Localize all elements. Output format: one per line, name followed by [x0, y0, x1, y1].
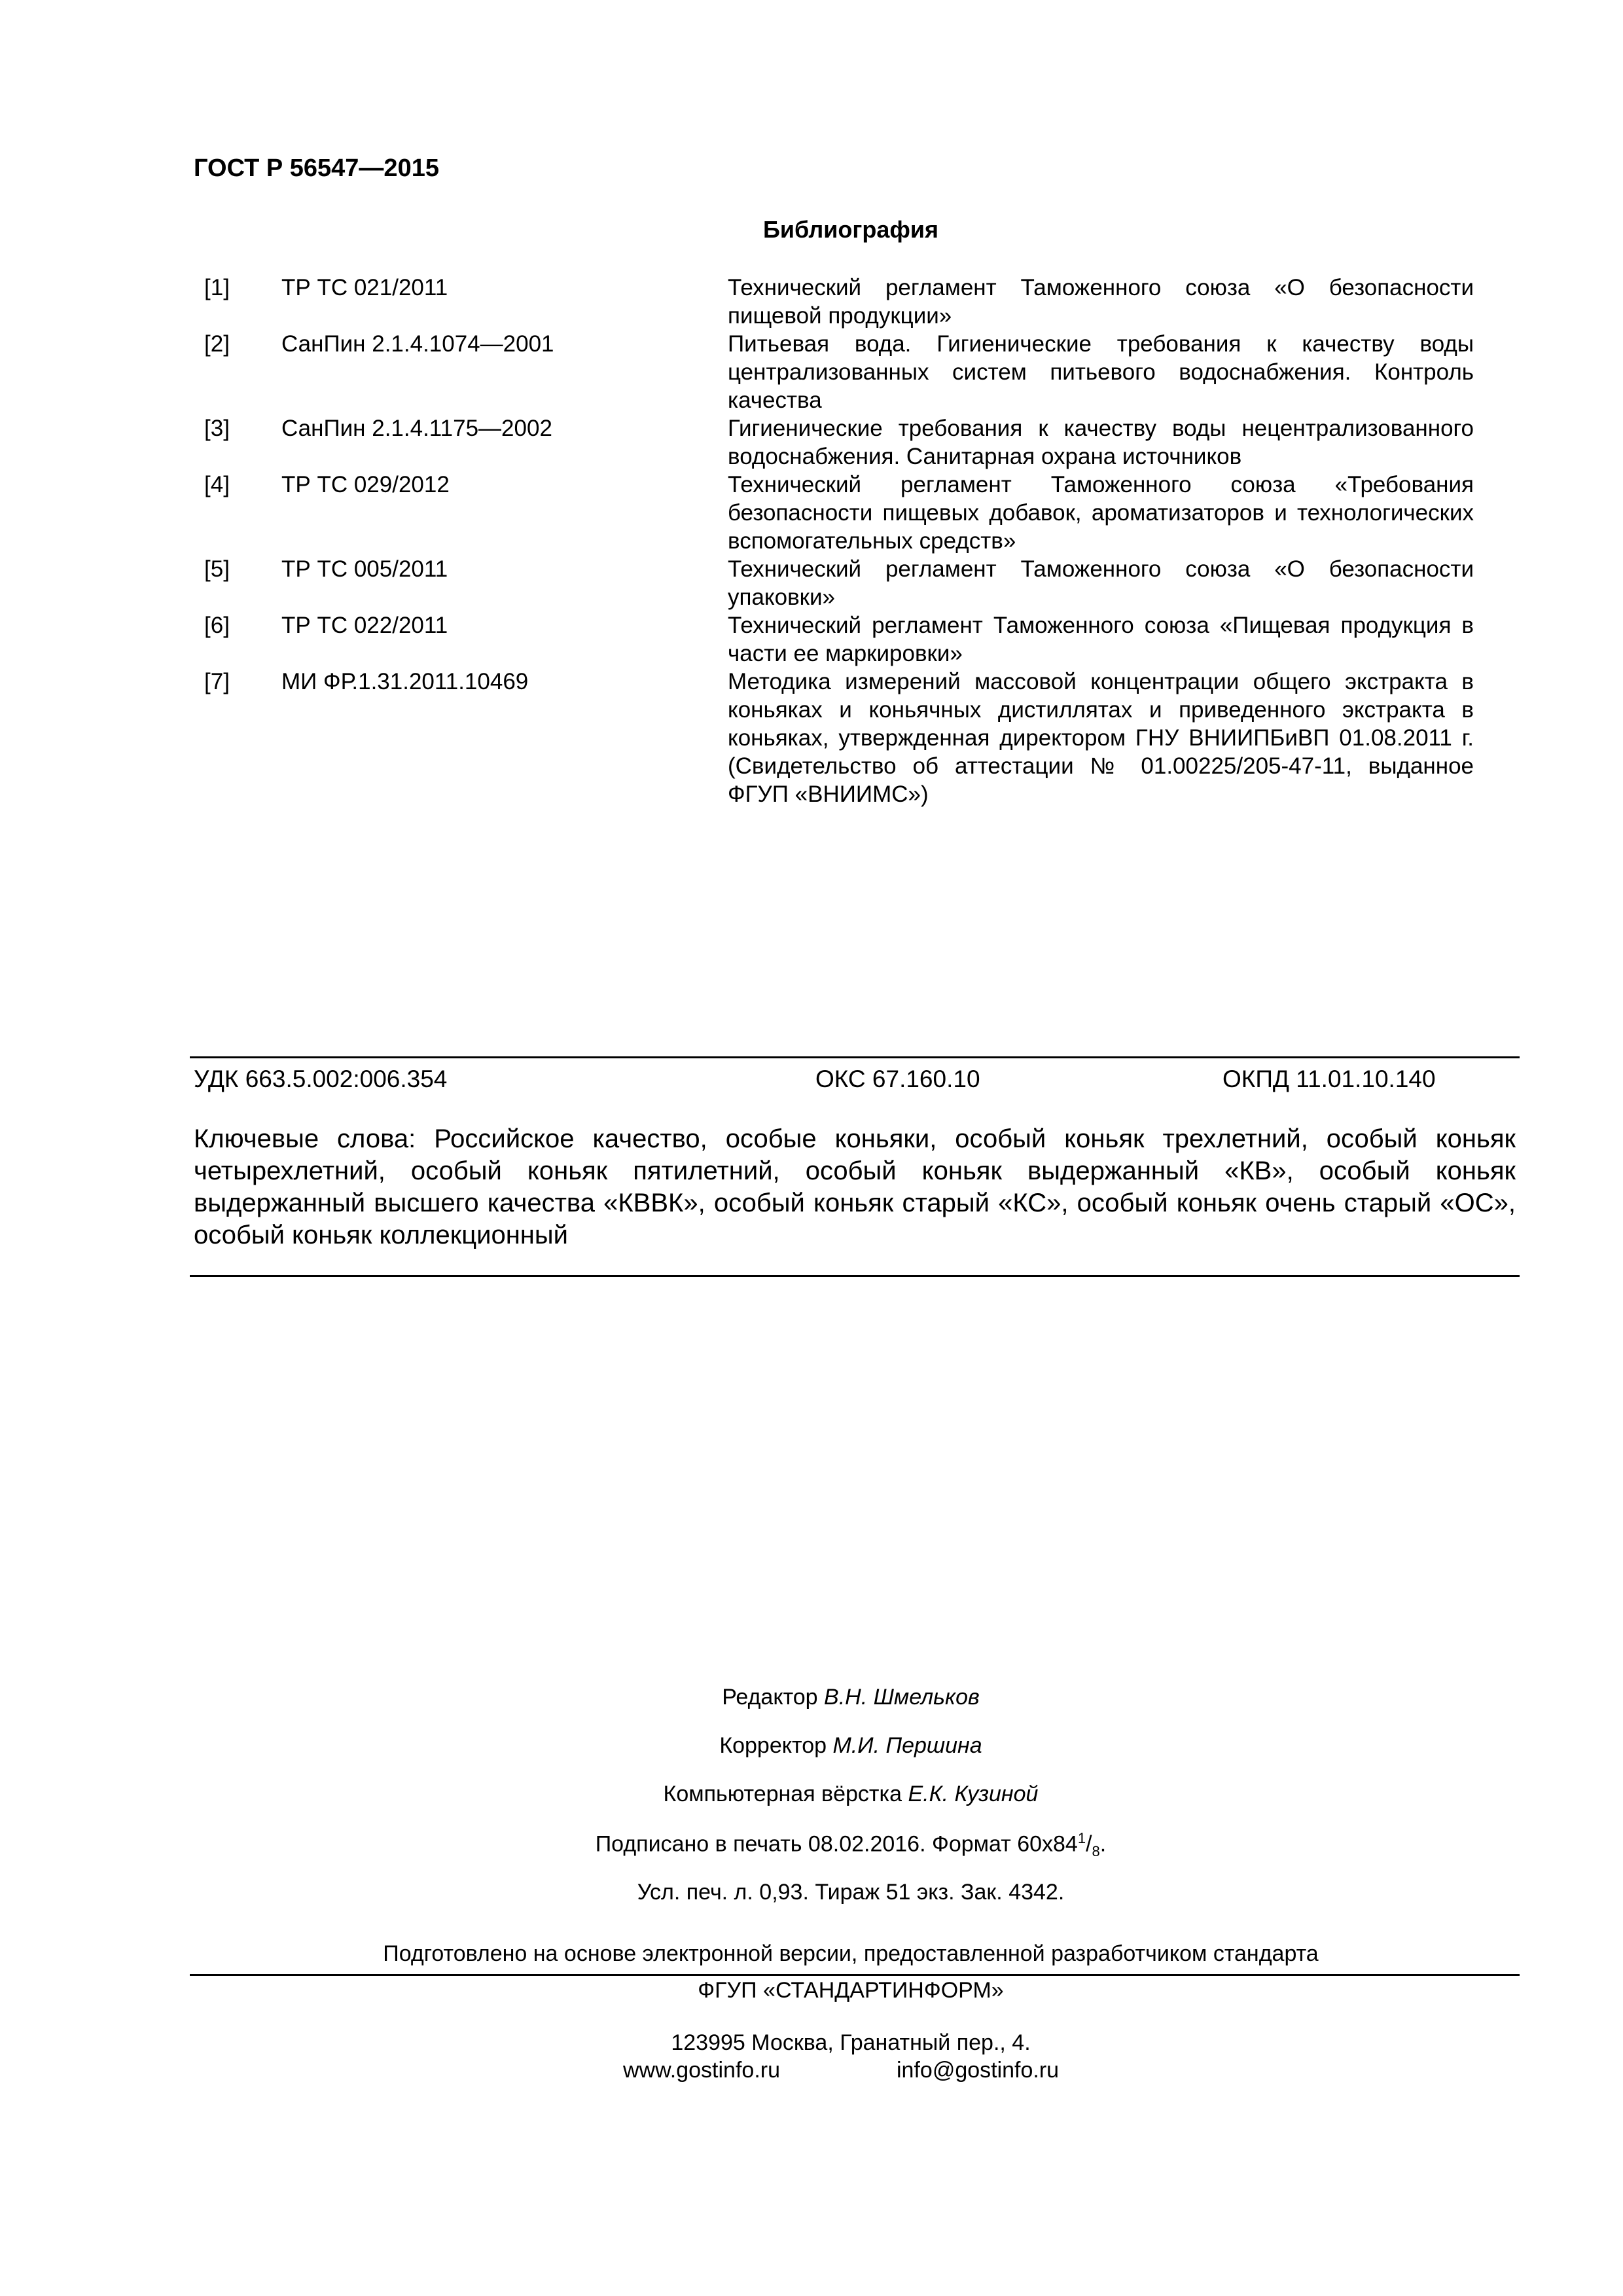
- bibliography-entry: [204, 611, 1474, 668]
- signed-line: Подписано в печать 08.02.2016. Формат $60x84^1/_8$.: [595, 1830, 1107, 1860]
- entry-description: Гигиенические требования к качеству воды нецентрализованного водоснабжения. Санитарная охрана источников: [728, 416, 1474, 469]
- entry-description: Методика измерений массовой концентрации общего экстракта в коньяках и коньячных дистиллятах и приведенного экстракта в коньяках, утвержденная директором ГНУ ВНИИПБиВП 01.08.2011 г. (Свидетельство об аттестации № 01.00225/205-47-11, выданное ФГУП «ВНИИМС»): [728, 669, 1474, 807]
- udk-code: УДК 663.5.002:006.354: [194, 1066, 448, 1092]
- format-end: .: [1099, 1831, 1107, 1857]
- bibliography-entry: [204, 274, 1474, 330]
- oks-code: ОКС 67.160.10: [815, 1066, 980, 1092]
- layout-label: Компьютерная вёрстка: [663, 1782, 902, 1806]
- entry-number: [1]: [204, 275, 230, 300]
- entry-number: [4]: [204, 472, 230, 497]
- entry-code: СанПин 2.1.4.1175—2002: [281, 416, 552, 441]
- prepared-line: Подготовлено на основе электронной версии, предоставленной разработчиком стандарта: [383, 1941, 1319, 1966]
- layout-name: Е.К. Кузиной: [908, 1782, 1039, 1806]
- print-info-line: Усл. печ. л. 0,93. Тираж 51 экз. Зак. 4342.: [637, 1880, 1065, 1905]
- entry-code: ТР ТС 005/2011: [281, 556, 448, 582]
- entry-description: Технический регламент Таможенного союза «Пищевая продукция в части ее маркировки»: [728, 613, 1474, 666]
- entry-number: [6]: [204, 613, 230, 638]
- entry-code: ТР ТС 022/2011: [281, 613, 448, 638]
- entry-code: СанПин 2.1.4.1074—2001: [281, 331, 554, 357]
- document-code: ГОСТ Р 56547—2015: [194, 154, 439, 182]
- entry-code: МИ ФР.1.31.2011.10469: [281, 669, 529, 694]
- entry-description: Технический регламент Таможенного союза «О безопасности упаковки»: [728, 556, 1474, 610]
- format-superscript: 1: [1077, 1830, 1086, 1846]
- classification-top-rule: [190, 1056, 1520, 1058]
- signed-text: Подписано в печать 08.02.2016. Формат 60x84: [595, 1831, 1078, 1857]
- publisher-line: ФГУП «СТАНДАРТИНФОРМ»: [698, 1978, 1004, 2003]
- bibliography-entry: [204, 330, 1474, 414]
- entry-code: ТР ТС 021/2011: [281, 275, 448, 300]
- editor-line: [0, 1685, 1623, 1710]
- layout-line: [0, 1782, 1623, 1807]
- format-subscript: 8: [1092, 1843, 1100, 1860]
- entry-description: Технический регламент Таможенного союза «Требования безопасности пищевых добавок, ароматизаторов и технологических вспомогательных средств»: [728, 472, 1474, 554]
- keywords-bottom-rule: [190, 1275, 1520, 1277]
- address-line: 123995 Москва, Гранатный пер., 4.: [671, 2030, 1031, 2055]
- editor-label: Редактор: [722, 1685, 818, 1710]
- entry-code: ТР ТС 029/2012: [281, 472, 450, 497]
- bibliography-list: [204, 274, 1474, 808]
- publisher-rule: [190, 1974, 1520, 1976]
- okpd-code: ОКПД 11.01.10.140: [1222, 1066, 1436, 1092]
- entry-number: [2]: [204, 331, 230, 357]
- keywords-text: Ключевые слова: Российское качество, особые коньяки, особый коньяк трехлетний, особый коньяк четырехлетний, особый коньяк пятилетний, особый коньяк выдержанный «КВ», особый коньяк выдержанный высшего качества «КВВК», особый коньяк старый «КС», особый коньяк очень старый «ОС», особый коньяк коллекционный: [194, 1124, 1516, 1249]
- bibliography-entry: [204, 414, 1474, 471]
- bibliography-entry: [204, 555, 1474, 611]
- email-link[interactable]: info@gostinfo.ru: [897, 2058, 1060, 2083]
- website-link[interactable]: www.gostinfo.ru: [623, 2058, 780, 2083]
- corrector-label: Корректор: [719, 1733, 827, 1758]
- corrector-line: [0, 1733, 1623, 1759]
- bibliography-entry: [204, 471, 1474, 555]
- entry-number: [3]: [204, 416, 230, 441]
- entry-description: Питьевая вода. Гигиенические требования к качеству воды централизованных систем питьевого водоснабжения. Контроль качества: [728, 331, 1474, 413]
- bibliography-title: Библиография: [763, 216, 938, 243]
- entry-number: [5]: [204, 556, 230, 582]
- editor-name: В.Н. Шмельков: [824, 1685, 980, 1710]
- entry-description: Технический регламент Таможенного союза «О безопасности пищевой продукции»: [728, 275, 1474, 329]
- corrector-name: М.И. Першина: [832, 1733, 982, 1758]
- bibliography-entry: [204, 668, 1474, 808]
- entry-number: [7]: [204, 669, 230, 694]
- classification-row: [194, 1066, 1463, 1098]
